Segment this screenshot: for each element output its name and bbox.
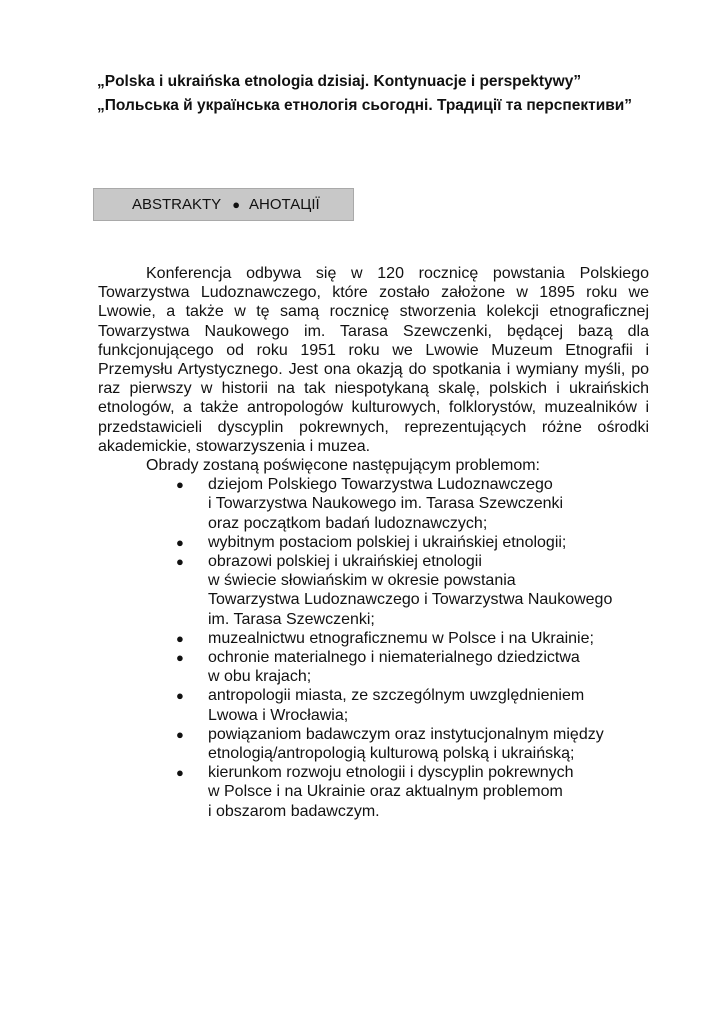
list-item (98, 725, 649, 763)
section-banner (93, 188, 354, 221)
list-item (98, 648, 649, 686)
list-item (98, 475, 649, 533)
bullet-icon: ● (176, 765, 184, 781)
list-item (98, 629, 649, 648)
bullet-icon: ● (176, 554, 184, 570)
list-item-text: obrazowi polskiej i ukraińskiej etnologii w świecie słowiańskim w okresie powstania Towarzystwa Ludoznawczego i Towarzystwa Naukowego im. Tarasa Szewczenki; (208, 553, 613, 628)
list-item-text: antropologii miasta, ze szczególnym uwzględnieniem Lwowa i Wrocławia; (208, 687, 585, 724)
bullet-icon: ● (176, 534, 184, 550)
list-item (98, 763, 649, 821)
list-item (98, 533, 649, 552)
list-item-text: kierunkom rozwoju etnologii i dyscyplin pokrewnych w Polsce i na Ukrainie oraz aktualnym problemom i obszarom badawczym. (208, 764, 574, 820)
bullet-icon: ● (232, 197, 241, 212)
bullet-icon: ● (176, 477, 184, 493)
bullet-icon: ● (176, 726, 184, 742)
bullet-icon: ● (176, 630, 184, 646)
list-item-text: wybitnym postaciom polskiej i ukraińskiej etnologii; (208, 533, 567, 551)
list-item-text: powiązaniom badawczym oraz instytucjonalnym między etnologią/antropologią kulturową polską i ukraińską; (208, 725, 604, 763)
banner-label-abstrakty: ABSTRAKTY (132, 196, 222, 213)
intro-paragraph: Konferencja odbywa się w 120 rocznicę powstania Polskiego Towarzystwa Ludoznawczego, które zostało założone w 1895 roku we Lwowie, a także w tę samą rocznicę stworzenia kolekcji etnograficznej Towarzystwa Naukowego im. Tarasa Szewczenki, będącej bazą dla funkcjonującego od roku 1951 roku we Lwowie Muzeum Etnografii i Przemysłu Artystycznego. Jest ona okazją do spotkania i wymiany myśli, po raz pierwszy w historii na tak niespotykaną skalę, polskich i ukraińskich etnologów, a także antropologów kulturowych, folklorystów, muzealników i przedstawicieli dyscyplin pokrewnych, reprezentujących różne ośrodki akademickie, stowarzyszenia i muzea. (98, 265, 649, 455)
document-header (97, 70, 657, 118)
body-text (98, 264, 649, 821)
list-item-text: dziejom Polskiego Towarzystwa Ludoznawczego i Towarzystwa Naukowego im. Tarasa Szewczenki oraz początkom badań ludoznawczych; (208, 476, 564, 532)
banner-label-anotatsii: АНОТАЦІЇ (249, 196, 320, 213)
topics-list (98, 475, 649, 821)
title-ukrainian: „Польська й українська етнологія сьогодні. Традиції та перспективи” (97, 97, 633, 114)
list-item-text: ochronie materialnego i niematerialnego dziedzictwa w obu krajach; (208, 649, 580, 686)
list-item-text: muzealnictwu etnograficznemu w Polsce i na Ukrainie; (208, 629, 594, 647)
bullet-icon: ● (176, 650, 184, 666)
list-item (98, 552, 649, 629)
topics-intro: Obrady zostaną poświęcone następującym problemom: (146, 457, 540, 475)
list-item (98, 686, 649, 724)
title-polish: „Polska i ukraińska etnologia dzisiaj. Kontynuacje i perspektywy” (97, 73, 582, 90)
bullet-icon: ● (176, 688, 184, 704)
